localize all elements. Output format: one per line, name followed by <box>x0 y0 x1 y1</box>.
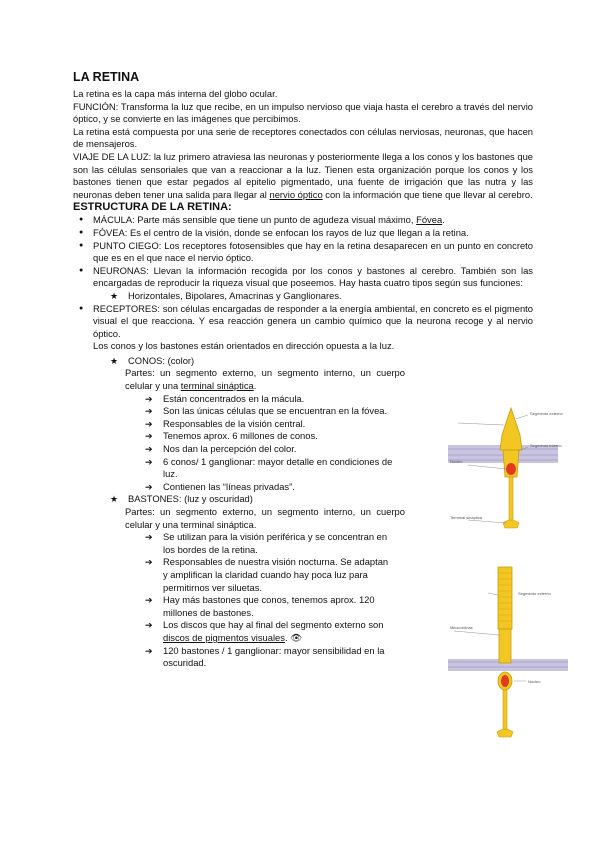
rod-outer-segment <box>498 567 512 629</box>
rod-cell-figure <box>448 565 568 745</box>
bastones-item: ➔ 120 bastones / 1 ganglionar: mayor sensibilidad en la oscuridad. <box>145 645 395 670</box>
rod-inner-segment <box>499 629 511 663</box>
section-heading: ESTRUCTURA DE LA RETINA: <box>73 201 232 214</box>
cone-label: Terminal sináptica <box>450 515 483 520</box>
list-item-fovea: ● FÓVEA: Es el centro de la visión, donde se enfocan los rayos de luz que llegan a la retina. <box>73 227 533 240</box>
bastones-item: ➔ Hay más bastones que conos, tenemos aprox. 120 millones de bastones. <box>145 594 395 619</box>
bastones-heading: ★ BASTONES: (luz y oscuridad) <box>110 493 533 506</box>
synaptic-terminal <box>503 520 519 528</box>
bastones-item: ➔ Se utilizan para la visión periférica y se concentran en los bordes de la retina. <box>145 531 395 556</box>
conos-list <box>145 393 395 494</box>
conos-heading: ★ CONOS: (color) <box>110 355 533 368</box>
conos-item: ➔ Tenemos aprox. 6 millones de conos. <box>145 430 395 443</box>
outer-segment <box>500 408 522 450</box>
nervio-optico-link[interactable]: nervio óptico <box>269 188 323 200</box>
cone-cell-figure <box>448 405 563 535</box>
conos-item: ➔ 6 conos/ 1 ganglionar: mayor detalle en condiciones de luz. <box>145 456 395 481</box>
nucleus <box>506 463 516 475</box>
structure-list-2 <box>73 303 533 341</box>
bastones-item: ➔ Los discos que hay al final del segmento externo son discos de pigmentos visuales. 👁 <box>145 619 395 644</box>
page-title: LA RETINA <box>73 70 140 84</box>
composition-paragraph: La retina está compuesta por una serie de receptores conectados con células nerviosas, neuronas, que hacen de mensajeros. <box>73 125 533 150</box>
conos-parts: Partes: un segmento externo, un segmento interno, un cuerpo celular y una terminal sináptica. <box>125 367 405 392</box>
axon <box>509 477 513 523</box>
rod-label: Núcleo <box>528 679 541 684</box>
cone-label: Segmento externo <box>530 411 563 416</box>
intro-paragraph: La retina es la capa más interna del globo ocular. <box>73 88 278 99</box>
orientation-paragraph: Los conos y los bastones están orientados en dirección opuesta a la luz. <box>93 340 395 352</box>
list-item-punto-ciego: ● PUNTO CIEGO: Los receptores fotosensibles que hay en la retina desaparecen en un punto en concreto que es en el que nace el nervio óptico. <box>73 240 533 265</box>
bastones-parts: Partes: un segmento externo, un segmento interno, un cuerpo celular y una terminal sináptica. <box>125 506 405 530</box>
rod-label: Mitocondrias <box>450 625 473 630</box>
light-journey-paragraph: VIAJE DE LA LUZ: la luz primero atraviesa las neuronas y posteriormente llega a los conos y los bastones que son las células sensoriales que van a reaccionar a la luz. Tienen esta organización porque los conos y los bastones tienen que estar pegados al epitelio pigmentado, una fuente de irrigación que las nutra y las neuronas deben tener una salida para llegar al nervio óptico con la información que tiene que llevar al cerebro. <box>73 150 533 200</box>
cone-label: Segmento interno <box>530 443 562 448</box>
list-item-receptores: ● RECEPTORES: son células encargadas de responder a la energía ambiental, en concreto es el pigmento visual el que reacciona. Y esa reacción genera un cambio químico que la neurona recoge y al nervio óptico. <box>73 303 533 341</box>
list-item-neuronas: ● NEURONAS: Llevan la información recogida por los conos y bastones al cerebro. También son las encargadas de reproducir la riqueza visual que poseemos. Hay hasta cuatro tipos según sus funciones: <box>73 265 533 290</box>
conos-item: ➔ Nos dan la percepción del color. <box>145 443 395 456</box>
cone-label: Núcleo <box>450 459 463 464</box>
neuronas-types: ★ Horizontales, Bipolares, Amacrinas y Ganglionares. <box>110 290 533 303</box>
rod-label: Segmento externo <box>518 591 551 596</box>
list-item-macula: ● MÁCULA: Parte más sensible que tiene un punto de agudeza visual máximo, Fóvea. <box>73 214 533 227</box>
bastones-item: ➔ Responsables de nuestra visión nocturna. Se adaptan y amplifican la claridad cuando hay poca luz para permitirnos ver siluetas. <box>145 556 395 594</box>
discos-link[interactable]: discos de pigmentos visuales <box>163 631 285 643</box>
structure-list <box>73 214 533 290</box>
conos-item: ➔ Están concentrados en la mácula. <box>145 393 395 406</box>
conos-item: ➔ Contienen las “líneas privadas”. <box>145 481 395 494</box>
rod-nucleus <box>501 675 509 687</box>
conos-item: ➔ Responsables de la visión central. <box>145 418 395 431</box>
fovea-link[interactable]: Fóvea <box>416 214 443 226</box>
function-paragraph: FUNCIÓN: Transforma la luz que recibe, en un impulso nervioso que viaja hasta el cerebro a través del nervio óptico, y se convierte en las imágenes que percibimos. <box>73 100 533 125</box>
conos-item: ➔ Son las únicas células que se encuentran en la fóvea. <box>145 405 395 418</box>
bastones-list <box>145 531 395 670</box>
terminal-sinaptica-link[interactable]: terminal sináptica <box>180 380 254 392</box>
